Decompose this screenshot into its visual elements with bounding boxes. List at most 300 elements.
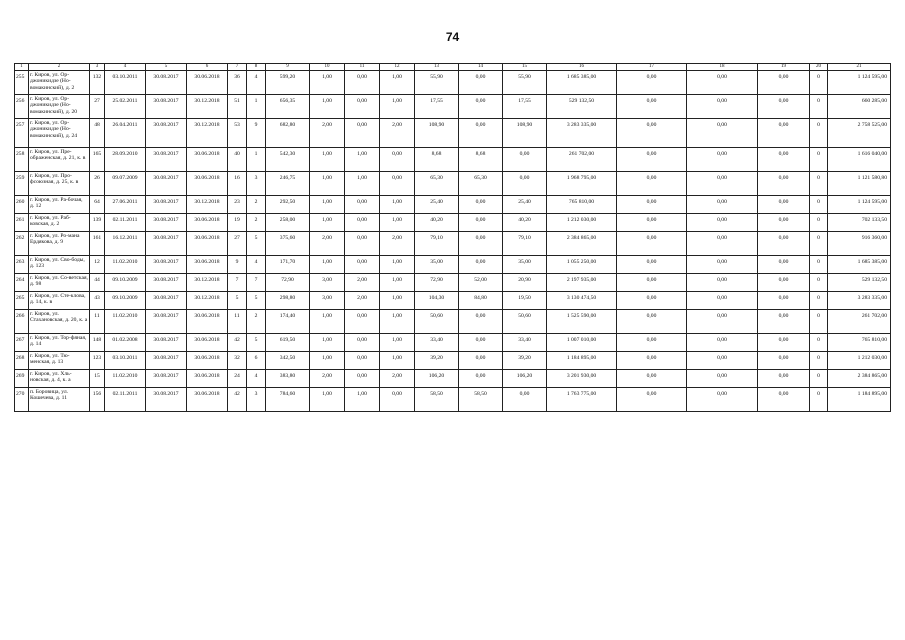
table-cell: 174,40 [266, 310, 310, 334]
table-cell: 20,90 [503, 274, 547, 292]
table-cell: 30.08.2017 [146, 232, 187, 256]
table-cell: 2 758 525,00 [828, 119, 891, 148]
table-cell: 0,00 [687, 310, 758, 334]
table-cell: 0,00 [758, 334, 810, 352]
table-cell: 123 [90, 352, 105, 370]
table-cell: 1 184 895,00 [828, 388, 891, 412]
table-cell: 0,00 [617, 172, 687, 196]
row-number-cell: 256 [15, 95, 29, 119]
table-cell: 2,00 [380, 119, 415, 148]
table-cell: 1,00 [310, 388, 345, 412]
table-cell: 0 [810, 95, 828, 119]
table-row [15, 388, 891, 412]
table-cell: 0 [810, 214, 828, 232]
table-cell: 6 [247, 352, 266, 370]
table-cell: 26 [90, 172, 105, 196]
table-cell: 0,00 [687, 172, 758, 196]
row-number-cell: 257 [15, 119, 29, 148]
table-cell: 165 [90, 148, 105, 172]
table-cell: 0,00 [459, 232, 503, 256]
table-cell: 0,00 [758, 274, 810, 292]
table-cell: 0,00 [459, 334, 503, 352]
table-cell: 40,20 [503, 214, 547, 232]
table-cell: 0,00 [758, 310, 810, 334]
table-cell: 7 [228, 274, 247, 292]
table-cell: 01.02.2008 [105, 334, 146, 352]
table-cell: 3 283 335,00 [828, 292, 891, 310]
table-cell: 0 [810, 71, 828, 95]
table-cell: 35,00 [503, 256, 547, 274]
table-cell: 58,50 [415, 388, 459, 412]
table-cell: 03.10.2011 [105, 71, 146, 95]
table-cell: 0,00 [617, 196, 687, 214]
table-cell: 1,00 [310, 352, 345, 370]
column-number-11: 11 [345, 64, 380, 71]
table-cell: 104,30 [415, 292, 459, 310]
table-cell: 0,00 [758, 232, 810, 256]
table-cell: 8,68 [415, 148, 459, 172]
table-cell: 1,00 [310, 214, 345, 232]
table-cell: 65,30 [459, 172, 503, 196]
table-cell: 26.04.2011 [105, 119, 146, 148]
table-cell: 1,00 [380, 292, 415, 310]
table-cell: 33,40 [415, 334, 459, 352]
table-cell: 5 [247, 232, 266, 256]
table-cell: 0,00 [345, 370, 380, 388]
table-cell: 258,00 [266, 214, 310, 232]
table-row [15, 172, 891, 196]
table-cell: 30.08.2017 [146, 274, 187, 292]
address-cell: г. Киров, ул. Хль-новская, д. 4, к. а [29, 370, 90, 388]
table-cell: 24 [228, 370, 247, 388]
row-number-cell: 267 [15, 334, 29, 352]
table-cell: 0,00 [503, 172, 547, 196]
table-cell: 0,00 [617, 388, 687, 412]
table-cell: 1,00 [380, 95, 415, 119]
table-cell: 0,00 [758, 196, 810, 214]
table-row [15, 214, 891, 232]
table-cell: 30.08.2017 [146, 334, 187, 352]
table-cell: 0,00 [345, 119, 380, 148]
table-cell: 375,60 [266, 232, 310, 256]
table-cell: 1 763 775,00 [547, 388, 617, 412]
table-cell: 0 [810, 232, 828, 256]
table-cell: 0,00 [380, 148, 415, 172]
table-cell: 30.08.2017 [146, 214, 187, 232]
column-number-8: 8 [247, 64, 266, 71]
row-number-cell: 258 [15, 148, 29, 172]
table-cell: 1,00 [310, 172, 345, 196]
table-cell: 0,00 [617, 119, 687, 148]
row-number-cell: 268 [15, 352, 29, 370]
column-number-row [15, 64, 891, 71]
table-cell: 0,00 [758, 352, 810, 370]
table-cell: 0,00 [380, 388, 415, 412]
address-cell: г. Киров, ул. Тю-менская, д. 13 [29, 352, 90, 370]
table-cell: 4 [247, 370, 266, 388]
table-cell: 916 360,00 [828, 232, 891, 256]
table-cell: 30.08.2017 [146, 196, 187, 214]
table-cell: 1 212 030,00 [828, 352, 891, 370]
table-cell: 0,00 [459, 370, 503, 388]
column-number-2: 2 [29, 64, 90, 71]
table-cell: 261 702,00 [828, 310, 891, 334]
table-cell: 2 197 935,00 [547, 274, 617, 292]
table-cell: 02.11.2011 [105, 388, 146, 412]
table-cell: 27 [90, 95, 105, 119]
table-cell: 50,60 [503, 310, 547, 334]
table-cell: 11 [90, 310, 105, 334]
table-cell: 52,00 [459, 274, 503, 292]
table-cell: 0,00 [687, 370, 758, 388]
table-cell: 0,00 [687, 334, 758, 352]
table-cell: 2,00 [310, 119, 345, 148]
table-cell: 529 132,50 [828, 274, 891, 292]
table-cell: 0 [810, 196, 828, 214]
table-cell: 2 [247, 310, 266, 334]
address-cell: п. Боровица, ул. Кошечева, д. 11 [29, 388, 90, 412]
table-cell: 1,00 [310, 256, 345, 274]
table-cell: 1 [247, 95, 266, 119]
table-cell: 0 [810, 370, 828, 388]
table-cell: 16.12.2011 [105, 232, 146, 256]
table-cell: 0 [810, 352, 828, 370]
table-cell: 0,00 [459, 119, 503, 148]
table-cell: 19 [228, 214, 247, 232]
table-cell: 0,00 [758, 148, 810, 172]
table-cell: 12 [90, 256, 105, 274]
table-cell: 42 [228, 388, 247, 412]
table-cell: 30.12.2018 [187, 95, 228, 119]
table-cell: 171,70 [266, 256, 310, 274]
table-cell: 682,80 [266, 119, 310, 148]
table-cell: 40 [228, 148, 247, 172]
table-cell: 0,00 [758, 119, 810, 148]
table-cell: 0,00 [617, 292, 687, 310]
table-cell: 30.08.2017 [146, 370, 187, 388]
table-cell: 30.06.2018 [187, 148, 228, 172]
table-cell: 0,00 [617, 232, 687, 256]
row-number-cell: 261 [15, 214, 29, 232]
table-cell: 1 121 580,80 [828, 172, 891, 196]
table-cell: 5 [247, 334, 266, 352]
table-row [15, 274, 891, 292]
table-cell: 30.08.2017 [146, 71, 187, 95]
table-row [15, 232, 891, 256]
table-cell: 156 [90, 388, 105, 412]
table-cell: 0,00 [345, 232, 380, 256]
table-cell: 529 132,50 [547, 95, 617, 119]
table-cell: 48 [90, 119, 105, 148]
table-cell: 09.10.2009 [105, 292, 146, 310]
table-cell: 55,90 [503, 71, 547, 95]
table-cell: 108,90 [415, 119, 459, 148]
table-cell: 0,00 [617, 370, 687, 388]
table-cell: 0,00 [758, 95, 810, 119]
address-cell: г. Киров, ул. Ра-бочая, д. 12 [29, 196, 90, 214]
column-number-1: 1 [15, 64, 29, 71]
table-cell: 1 525 590,00 [547, 310, 617, 334]
column-number-5: 5 [146, 64, 187, 71]
table-cell: 02.11.2011 [105, 214, 146, 232]
column-number-6: 6 [187, 64, 228, 71]
table-cell: 1 968 795,00 [547, 172, 617, 196]
table-cell: 72,90 [415, 274, 459, 292]
table-cell: 0,00 [345, 71, 380, 95]
table-cell: 0,00 [758, 214, 810, 232]
column-number-21: 21 [828, 64, 891, 71]
table-cell: 11 [228, 310, 247, 334]
table-cell: 0,00 [687, 196, 758, 214]
table-row [15, 256, 891, 274]
table-cell: 28.09.2010 [105, 148, 146, 172]
table-cell: 0 [810, 334, 828, 352]
table-cell: 2,00 [310, 370, 345, 388]
table-cell: 1,00 [345, 148, 380, 172]
table-cell: 1 124 595,00 [828, 196, 891, 214]
table-cell: 106,20 [503, 370, 547, 388]
table-cell: 50,60 [415, 310, 459, 334]
table-cell: 1 685 385,00 [828, 256, 891, 274]
table-cell: 3 [247, 388, 266, 412]
table-cell: 108,90 [503, 119, 547, 148]
table-cell: 84,80 [459, 292, 503, 310]
table-cell: 30.12.2018 [187, 274, 228, 292]
table-cell: 0,00 [503, 148, 547, 172]
table-cell: 17,55 [415, 95, 459, 119]
table-cell: 0,00 [345, 256, 380, 274]
row-number-cell: 264 [15, 274, 29, 292]
table-cell: 1 184 895,00 [547, 352, 617, 370]
table-cell: 3,00 [310, 274, 345, 292]
table-cell: 39,20 [415, 352, 459, 370]
address-cell: г. Киров, ул. Ор-джоникидзе (Но-вомакинский), д. 24 [29, 119, 90, 148]
table-cell: 1 [247, 148, 266, 172]
table-cell: 0,00 [687, 256, 758, 274]
table-cell: 27.06.2011 [105, 196, 146, 214]
table-cell: 15 [90, 370, 105, 388]
table-cell: 1,00 [380, 274, 415, 292]
table-cell: 30.08.2017 [146, 148, 187, 172]
table-cell: 702 133,50 [828, 214, 891, 232]
table-cell: 660 285,00 [828, 95, 891, 119]
table-cell: 1,00 [310, 95, 345, 119]
table-cell: 0,00 [617, 274, 687, 292]
table-cell: 1,00 [310, 148, 345, 172]
table-cell: 30.08.2017 [146, 310, 187, 334]
table-cell: 765 810,00 [547, 196, 617, 214]
table-row [15, 148, 891, 172]
table-row [15, 71, 891, 95]
table-cell: 53 [228, 119, 247, 148]
row-number-cell: 262 [15, 232, 29, 256]
table-cell: 1 212 030,00 [547, 214, 617, 232]
table-cell: 16 [228, 172, 247, 196]
table-cell: 0 [810, 292, 828, 310]
table-cell: 1,00 [380, 71, 415, 95]
table-cell: 383,80 [266, 370, 310, 388]
table-cell: 79,10 [503, 232, 547, 256]
table-cell: 9 [228, 256, 247, 274]
column-number-10: 10 [310, 64, 345, 71]
table-row [15, 310, 891, 334]
table-cell: 0,00 [617, 256, 687, 274]
table-cell: 3 130 474,50 [547, 292, 617, 310]
address-cell: г. Киров, ул. Ро-мана Ердякова, д. 9 [29, 232, 90, 256]
page-number: 74 [445, 30, 460, 44]
table-cell: 0,00 [459, 310, 503, 334]
table-cell: 1,00 [310, 71, 345, 95]
table-cell: 55,90 [415, 71, 459, 95]
table-cell: 1,00 [380, 214, 415, 232]
table-cell: 0 [810, 119, 828, 148]
table-cell: 1,00 [310, 310, 345, 334]
table-cell: 2,00 [380, 370, 415, 388]
address-cell: г. Киров, ул. Тор-фяная, д. 14 [29, 334, 90, 352]
table-cell: 0,00 [345, 352, 380, 370]
table-cell: 0 [810, 388, 828, 412]
column-number-20: 20 [810, 64, 828, 71]
table-cell: 1 007 010,00 [547, 334, 617, 352]
address-cell: г. Киров, ул. Со-ветская, д. 98 [29, 274, 90, 292]
table-cell: 1,00 [380, 310, 415, 334]
table-cell: 51 [228, 95, 247, 119]
table-cell: 0,00 [503, 388, 547, 412]
table-cell: 2 384 865,00 [547, 232, 617, 256]
table-cell: 5 [247, 292, 266, 310]
column-number-18: 18 [687, 64, 758, 71]
table-row [15, 370, 891, 388]
table-cell: 0,00 [687, 95, 758, 119]
column-number-13: 13 [415, 64, 459, 71]
table-cell: 36 [228, 71, 247, 95]
table-cell: 0,00 [459, 352, 503, 370]
table-cell: 0,00 [459, 214, 503, 232]
table-cell: 0,00 [380, 172, 415, 196]
table-cell: 1,00 [380, 196, 415, 214]
table-cell: 132 [90, 71, 105, 95]
table-cell: 0 [810, 310, 828, 334]
table-cell: 0,00 [687, 148, 758, 172]
table-cell: 0 [810, 172, 828, 196]
table-row [15, 196, 891, 214]
table-cell: 33,40 [503, 334, 547, 352]
table-cell: 44 [90, 274, 105, 292]
table-cell: 2 [247, 214, 266, 232]
table-cell: 0,00 [687, 71, 758, 95]
table-row [15, 119, 891, 148]
table-cell: 599,20 [266, 71, 310, 95]
table-cell: 30.06.2018 [187, 370, 228, 388]
table-cell: 30.08.2017 [146, 292, 187, 310]
table-cell: 03.10.2011 [105, 352, 146, 370]
address-cell: г. Киров, ул. Сте-клова, д. 14, к. в [29, 292, 90, 310]
table-cell: 30.06.2018 [187, 232, 228, 256]
table-body [15, 71, 891, 412]
row-number-cell: 266 [15, 310, 29, 334]
table-cell: 0,00 [687, 292, 758, 310]
table-cell: 0,00 [459, 256, 503, 274]
table-cell: 0,00 [687, 274, 758, 292]
table-cell: 0,00 [345, 196, 380, 214]
table-cell: 72,90 [266, 274, 310, 292]
table-cell: 1 055 250,00 [547, 256, 617, 274]
table-cell: 0,00 [758, 292, 810, 310]
table-cell: 0,00 [459, 71, 503, 95]
table-cell: 0,00 [687, 232, 758, 256]
table-cell: 1 685 385,00 [547, 71, 617, 95]
table-cell: 11.02.2010 [105, 256, 146, 274]
row-number-cell: 260 [15, 196, 29, 214]
table-cell: 342,50 [266, 352, 310, 370]
table-cell: 0,00 [617, 214, 687, 232]
table-cell: 292,50 [266, 196, 310, 214]
address-cell: г. Киров, ул. Пре-ображенская, д. 21, к. в [29, 148, 90, 172]
row-number-cell: 269 [15, 370, 29, 388]
table-cell: 30.08.2017 [146, 95, 187, 119]
table-cell: 17,55 [503, 95, 547, 119]
table-cell: 0,00 [345, 214, 380, 232]
row-number-cell: 263 [15, 256, 29, 274]
table-cell: 58,50 [459, 388, 503, 412]
table-cell: 43 [90, 292, 105, 310]
table-cell: 1,00 [380, 256, 415, 274]
table-cell: 0,00 [617, 352, 687, 370]
table-cell: 65,30 [415, 172, 459, 196]
table-cell: 11.02.2010 [105, 310, 146, 334]
table-cell: 30.06.2018 [187, 334, 228, 352]
table-cell: 4 [247, 71, 266, 95]
table-cell: 1,00 [380, 352, 415, 370]
column-number-17: 17 [617, 64, 687, 71]
address-cell: г. Киров, ул. Про-фсоюзная, д. 25, к. в [29, 172, 90, 196]
table-cell: 139 [90, 214, 105, 232]
table-cell: 0,00 [617, 334, 687, 352]
table-cell: 2,00 [380, 232, 415, 256]
table-cell: 3 [247, 172, 266, 196]
column-number-16: 16 [547, 64, 617, 71]
table-cell: 30.06.2018 [187, 388, 228, 412]
table-cell: 30.08.2017 [146, 172, 187, 196]
table-cell: 25,40 [415, 196, 459, 214]
table-cell: 0,00 [687, 352, 758, 370]
table-cell: 0,00 [758, 172, 810, 196]
table-row [15, 292, 891, 310]
address-cell: г. Киров, ул. Ор-джоникидзе (Но-вомакинский), д. 2 [29, 71, 90, 95]
table-cell: 1,00 [310, 196, 345, 214]
table-cell: 0 [810, 148, 828, 172]
table-cell: 11.02.2010 [105, 370, 146, 388]
table-cell: 0,00 [758, 388, 810, 412]
row-number-cell: 255 [15, 71, 29, 95]
address-cell: г. Киров, ул. Сво-боды, д. 123 [29, 256, 90, 274]
table-cell: 2,00 [345, 292, 380, 310]
table-cell: 0,00 [617, 148, 687, 172]
table-cell: 0,00 [345, 334, 380, 352]
table-cell: 30.12.2018 [187, 292, 228, 310]
table-cell: 619,50 [266, 334, 310, 352]
table-cell: 2 [247, 196, 266, 214]
table-cell: 8,68 [459, 148, 503, 172]
table-cell: 42 [228, 334, 247, 352]
table-cell: 0,00 [758, 71, 810, 95]
row-number-cell: 265 [15, 292, 29, 310]
table-cell: 30.06.2018 [187, 256, 228, 274]
table-cell: 23 [228, 196, 247, 214]
table-cell: 1,00 [345, 388, 380, 412]
table-cell: 0,00 [687, 388, 758, 412]
table-cell: 298,80 [266, 292, 310, 310]
